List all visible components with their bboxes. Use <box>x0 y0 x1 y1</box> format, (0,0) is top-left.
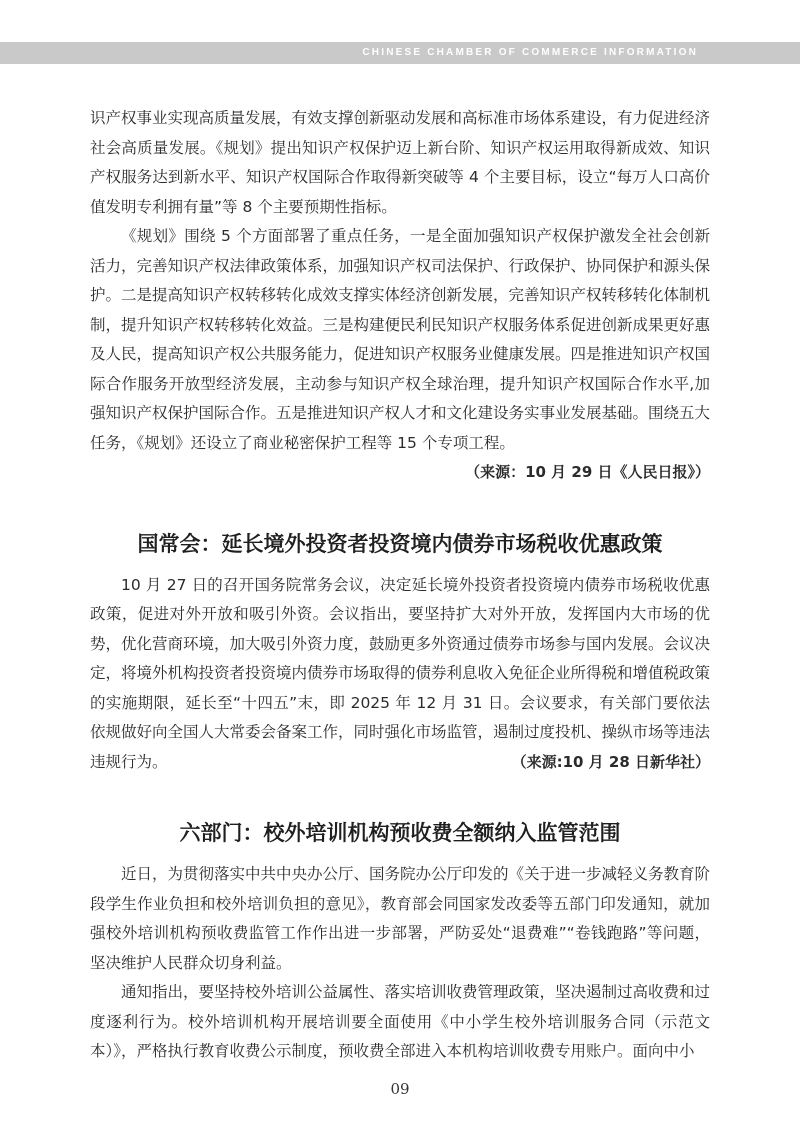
header-bar <box>0 42 800 64</box>
page-number: 09 <box>390 1080 410 1098</box>
article3-title: 六部门：校外培训机构预收费全额纳入监管范围 <box>179 821 621 845</box>
page-content <box>90 104 710 1067</box>
article2-title: 国常会：延长境外投资者投资境内债券市场税收优惠政策 <box>137 531 663 556</box>
article3-paragraph-1: 近日，为贯彻落实中共中央办公厅、国务院办公厅印发的《关于进一步减轻义务教育阶段学生作业负担和校外培训负担的意见》，教育部会同国家发改委等五部门印发通知，就加强校外培训机构预收费监管工作作出进一步部署，严防妥处“退费难”“卷钱跑路”等问题，坚决维护人民群众切身利益。 <box>90 865 711 972</box>
article2-paragraph: 10 月 27 日的召开国务院常务会议，决定延长境外投资者投资境内债券市场税收优惠政策，促进对外开放和吸引外资。会议指出，要坚持扩大对外开放，发挥国内大市场的优势，优化营商环境，加大吸引外资力度，鼓励更多外资通过债券市场参与国内发展。会议决定，将境外机构投资者投资境内债券市场取得的债券利息收入免征企业所得税和增值税政策的实施期限，延长至“十四五”末，即 2025 年 12 月 31 日。会议要求，有关部门要依法依规做好向全国人大常委会备案工作，同时强化市场监管，遏制过度投机、操纵市场等违法违规行为。 <box>90 575 711 771</box>
article2-source: （来源:10 月 28 日新华社） <box>511 752 710 771</box>
article1-paragraph-1: 识产权事业实现高质量发展，有效支撑创新驱动发展和高标准市场体系建设，有力促进经济社会高质量发展。《规划》提出知识产权保护迈上新台阶、知识产权运用取得新成效、知识产权服务达到新水平、知识产权国际合作取得新突破等 4 个主要目标，设立“每万人口高价值发明专利拥有量”等 8 个主要预期性指标。 <box>90 109 711 216</box>
article1-source: （来源：10 月 29 日《人民日报》） <box>465 463 710 481</box>
article1-paragraph-2: 《规划》围绕 5 个方面部署了重点任务，一是全面加强知识产权保护激发全社会创新活力，完善知识产权法律政策体系，加强知识产权司法保护、行政保护、协同保护和源头保护。二是提高知识产权转移转化成效支撑实体经济创新发展，完善知识产权转移转化体制机制，提升知识产权转移转化效益。三是构建便民利民知识产权服务体系促进创新成果更好惠及人民，提高知识产权公共服务能力，促进知识产权服务业健康发展。四是推进知识产权国际合作服务开放型经济发展，主动参与知识产权全球治理，提升知识产权国际合作水平,加强知识产权保护国际合作。五是推进知识产权人才和文化建设务实事业发展基础。围绕五大任务，《规划》还设立了商业秘密保护工程等 15 个专项工程。 <box>90 227 711 452</box>
article3-paragraph-2: 通知指出，要坚持校外培训公益属性、落实培训收费管理政策，坚决遏制过高收费和过度逐利行为。校外培训机构开展培训要全面使用《中小学生校外培训服务合同（示范文本）》，严格执行教育收费公示制度，预收费全部进入本机构培训收费专用账户。面向中小 <box>90 983 711 1060</box>
publication-title: CHINESE CHAMBER OF COMMERCE INFORMATION <box>362 47 698 58</box>
